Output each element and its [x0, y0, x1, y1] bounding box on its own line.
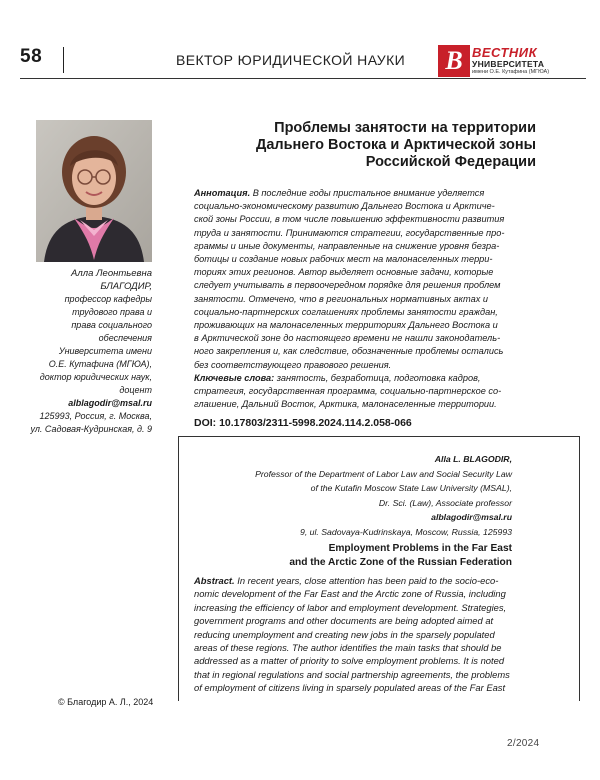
- abstract-ru-line: социально-партнерских соглашениях проблемы занятости граждан,: [194, 306, 498, 317]
- affiliation-line: доцент: [119, 385, 152, 395]
- title-en-line: Employment Problems in the Far East: [328, 543, 512, 554]
- affiliation-line: трудового права и: [72, 307, 152, 317]
- title-ru-line: Российской Федерации: [365, 154, 536, 170]
- university-logo: [438, 45, 586, 77]
- abstract-ru-line: ториях этих регионов. Автор выделяет основные задачи, которые: [194, 267, 494, 278]
- affiliation-line: Университета имени: [58, 346, 152, 356]
- affiliation-en-line: of the Kutafin Moscow State Law University (MSAL),: [310, 483, 512, 493]
- affiliation-line: доктор юридических наук,: [39, 372, 152, 382]
- header-rule: [20, 78, 586, 79]
- abstract-ru-line: без соответствующего правового решения.: [194, 359, 392, 370]
- keywords-ru-line: глашение, Дальний Восток, Арктика, малонаселенные территории.: [194, 399, 497, 410]
- address-en: 9, ul. Sadovaya-Kudrinskaya, Moscow, Russia, 125993: [300, 526, 512, 537]
- abstract-ru: [194, 187, 516, 411]
- author-info-en: [186, 452, 512, 539]
- header-divider: [63, 47, 64, 73]
- keywords-ru-line: стратегия, государственная программа, социально-партнерское со-: [194, 386, 502, 397]
- abstract-en-line: nomic development of the Far East and the Arctic zone of Russia, including: [194, 588, 506, 600]
- affiliation-line: обеспечения: [98, 333, 152, 343]
- article-title-ru: [200, 120, 536, 171]
- title-ru-line: Проблемы занятости на территории: [274, 120, 536, 136]
- author-info-ru: [10, 267, 152, 436]
- logo-line-3: имени О.Е. Кутафина (МГЮА): [472, 69, 550, 75]
- doi-link[interactable]: DOI: 10.17803/2311-5998.2024.114.2.058-066: [194, 417, 412, 429]
- author-name-ru: Алла Леонтьевна: [71, 268, 152, 279]
- journal-title: ВЕКТОР ЮРИДИЧЕСКОЙ НАУКИ: [176, 52, 406, 68]
- author-surname-ru: БЛАГОДИР,: [100, 281, 152, 292]
- abstract-en-line: areas of these regions. The author identifies the main tasks that should be: [194, 642, 502, 654]
- abstract-ru-line: В последние годы пристальное внимание уделяется: [250, 188, 485, 198]
- abstract-en-line: government programs and other documents are being adopted aimed at: [194, 615, 494, 627]
- logo-line-1: ВЕСТНИК: [472, 45, 538, 60]
- issue-number: 2/2024: [507, 738, 540, 749]
- author-photo: [36, 120, 152, 262]
- abstract-ru-line: труда и занятости. Принимаются стратегии, государственные про-: [194, 227, 505, 238]
- title-ru-line: Дальнего Востока и Арктической зоны: [255, 137, 536, 153]
- address-line: 125993, Россия, г. Москва,: [39, 411, 152, 421]
- abstract-en-line: addressed as a matter of priority to solve employment problems. It is noted: [194, 655, 505, 667]
- abstract-ru-line: занятости. Отмечено, что в региональных нормативных актах и: [194, 293, 488, 304]
- affiliation-line: О.Е. Кутафина (МГЮА),: [48, 359, 152, 369]
- abstract-ru-line: проживающих на малонаселенных территориях Дальнего Востока и: [194, 320, 498, 331]
- abstract-ru-line: граммы и иные документы, направленные на снижение уровня безра-: [194, 240, 500, 251]
- affiliation-en-line: Professor of the Department of Labor Law and Social Security Law: [255, 468, 512, 479]
- abstract-en: [194, 574, 516, 695]
- abstract-ru-line: ской зоны России, в том числе повышению эффективности развития: [194, 214, 505, 225]
- copyright-notice: © Благодир А. Л., 2024: [58, 697, 154, 707]
- page-number: 58: [20, 46, 43, 67]
- article-title-en: [186, 542, 512, 570]
- title-en-line: and the Arctic Zone of the Russian Federation: [289, 557, 512, 568]
- affiliation-line: права социального: [71, 320, 152, 330]
- affiliation-line: профессор кафедры: [64, 294, 152, 304]
- abstract-en-line: In recent years, close attention has been paid to the socio-eco-: [234, 575, 499, 586]
- abstract-en-line: of employment of citizens living in sparsely populated areas of the Far East: [194, 682, 506, 694]
- abstract-ru-line: социально-экономическому развитию Дальнего Востока и Арктиче-: [194, 201, 495, 212]
- abstract-en-line: that in regional regulations and social partnership agreements, the problems: [194, 668, 510, 680]
- abstract-ru-line: в Арктической зоне до настоящего времени не нашли законодатель-: [194, 333, 501, 344]
- abstract-ru-line: ботицы и создание новых рабочих мест на малонаселенных терри-: [194, 254, 493, 265]
- abstract-en-line: increasing the efficiency of labor and employment development. Strategies,: [194, 601, 507, 613]
- abstract-ru-label: Аннотация.: [194, 188, 251, 198]
- author-email-en[interactable]: alblagodir@msal.ru: [431, 512, 512, 522]
- abstract-en-label: Abstract.: [194, 575, 235, 586]
- affiliation-en-line: Dr. Sci. (Law), Associate professor: [378, 497, 512, 508]
- keywords-ru-label: Ключевые слова:: [194, 372, 275, 383]
- abstract-ru-line: ного закрепления и, как следствие, обозначенные проблемы остались: [194, 346, 504, 357]
- author-portrait-icon: [36, 120, 152, 262]
- address-line: ул. Садовая-Кудринская, д. 9: [30, 424, 152, 434]
- abstract-ru-line: следует учитывать в первоочередном порядке для решения проблем: [194, 280, 501, 291]
- keywords-ru-line: занятость, безработица, подготовка кадров,: [274, 372, 481, 383]
- logo-line-2: УНИВЕРСИТЕТА: [472, 59, 545, 69]
- author-email-ru[interactable]: alblagodir@msal.ru: [68, 398, 152, 408]
- author-name-en: Alla L. BLAGODIR,: [434, 454, 512, 464]
- abstract-en-line: reducing unemployment and creating new jobs in the sparsely populated: [194, 628, 495, 640]
- logo-v-mark-icon: В: [438, 45, 470, 77]
